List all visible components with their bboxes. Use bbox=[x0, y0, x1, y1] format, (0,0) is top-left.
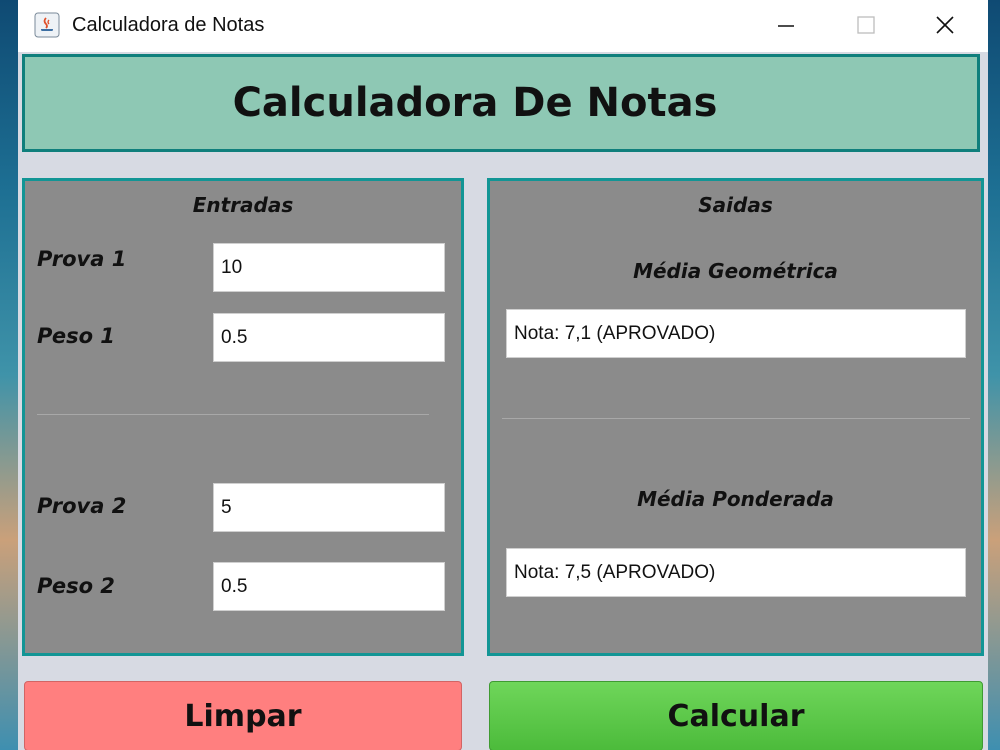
geometric-mean-label: Média Geométrica bbox=[633, 259, 838, 283]
maximize-button[interactable] bbox=[836, 6, 896, 46]
peso2-label: Peso 2 bbox=[37, 574, 115, 598]
prova1-input[interactable] bbox=[213, 243, 445, 292]
window-title: Calculadora de Notas bbox=[72, 14, 265, 36]
outputs-divider bbox=[502, 418, 970, 419]
weighted-mean-label: Média Ponderada bbox=[637, 487, 834, 511]
prova2-label: Prova 2 bbox=[37, 494, 127, 518]
outputs-section-title: Saidas bbox=[698, 193, 773, 217]
title-bar[interactable] bbox=[18, 0, 988, 52]
maximize-icon bbox=[836, 6, 896, 46]
inputs-divider bbox=[37, 414, 429, 415]
peso2-input[interactable] bbox=[213, 562, 445, 611]
minimize-icon bbox=[756, 6, 816, 46]
prova2-input[interactable] bbox=[213, 483, 445, 532]
outputs-panel bbox=[487, 178, 984, 656]
geometric-mean-output[interactable] bbox=[506, 309, 966, 358]
peso1-label: Peso 1 bbox=[37, 324, 115, 348]
peso1-input[interactable] bbox=[213, 313, 445, 362]
java-app-icon bbox=[34, 12, 60, 38]
inputs-panel bbox=[22, 178, 464, 656]
close-icon bbox=[915, 6, 975, 46]
calculate-button[interactable]: Calcular bbox=[489, 681, 983, 750]
clear-button[interactable]: Limpar bbox=[24, 681, 462, 750]
close-button[interactable] bbox=[915, 6, 975, 46]
app-window bbox=[18, 0, 988, 750]
inputs-section-title: Entradas bbox=[192, 193, 294, 217]
minimize-button[interactable] bbox=[756, 6, 816, 46]
weighted-mean-output[interactable] bbox=[506, 548, 966, 597]
header-banner bbox=[22, 54, 980, 152]
page-title: Calculadora De Notas bbox=[232, 80, 718, 126]
prova1-label: Prova 1 bbox=[37, 247, 127, 271]
